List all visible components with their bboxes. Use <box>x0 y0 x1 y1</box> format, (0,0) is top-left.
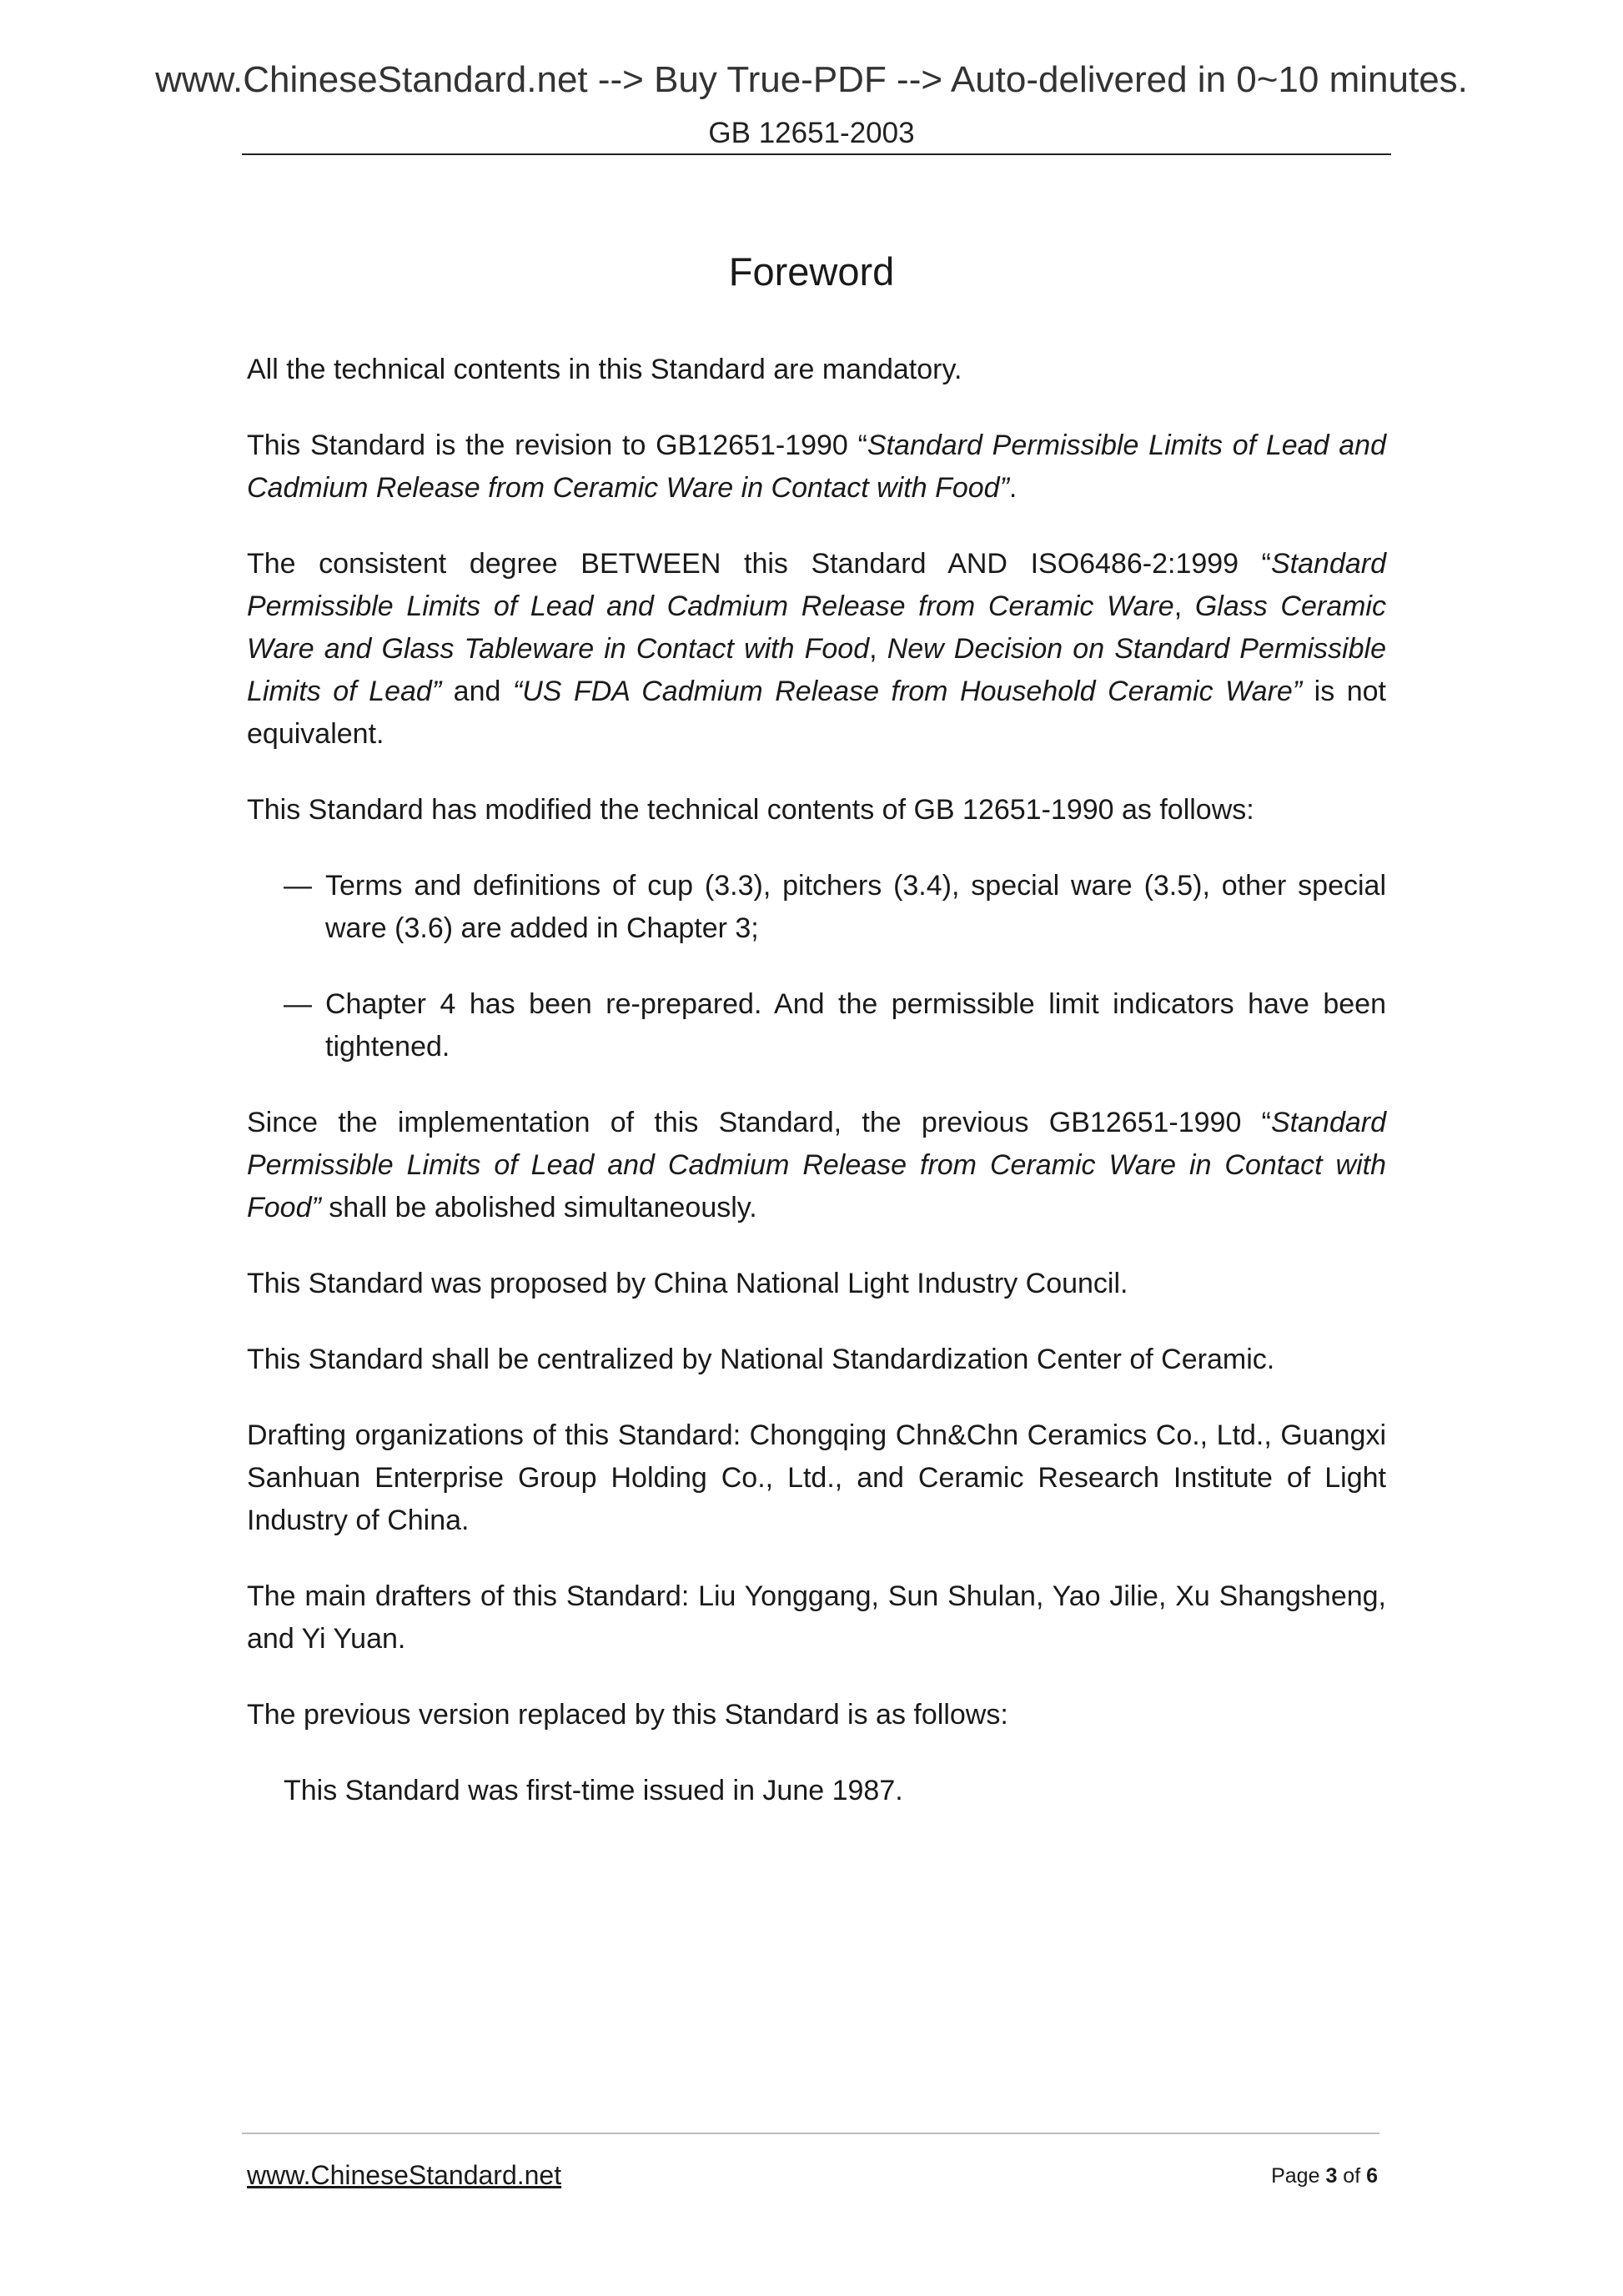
footer-site-link[interactable]: www.ChineseStandard.net <box>247 2160 562 2190</box>
consistency-title-1: Standard Permissible Limits of Lead and Cadmium Release from Ceramic Ware <box>247 548 1386 622</box>
list-item <box>284 865 1386 950</box>
paragraph-proposed: This Standard was proposed by China National Light Industry Council. <box>247 1268 1128 1299</box>
consistency-text-1: The consistent degree BETWEEN this Standard AND ISO6486-2:1999 “ <box>247 548 1271 580</box>
footer-divider <box>242 2133 1379 2134</box>
consistency-title-2: Glass Ceramic Ware and Glass Tableware in Contact with Food <box>247 590 1386 665</box>
dash-marker: — <box>284 988 312 1020</box>
standard-code: GB 12651-2003 <box>708 117 915 149</box>
paragraph-previous-version: The previous version replaced by this Standard is as follows: <box>247 1699 1008 1731</box>
paragraph-abolished <box>247 1102 1386 1229</box>
revision-end: . <box>1008 472 1018 504</box>
page-number <box>1271 2166 1378 2187</box>
consistency-sep-2: , <box>869 633 887 665</box>
paragraph-centralized: This Standard shall be centralized by National Standardization Center of Ceramic. <box>247 1344 1275 1375</box>
foreword-body <box>247 349 1386 1846</box>
consistency-title-3: New Decision on Standard Permissible Limits of Lead” <box>247 633 1386 707</box>
page-of: of <box>1337 2164 1367 2188</box>
revision-text: This Standard is the revision to GB12651-1990 “ <box>247 430 867 461</box>
abolished-title: Standard Permissible Limits of Lead and Cadmium Release from Ceramic Ware in Contact with Food” <box>247 1107 1386 1223</box>
list-item <box>284 983 1386 1068</box>
page-label: Page <box>1271 2164 1326 2188</box>
consistency-and: and <box>441 676 513 707</box>
consistency-sep-1: , <box>1173 590 1195 622</box>
page-total: 6 <box>1366 2164 1378 2188</box>
list-item-text: Chapter 4 has been re-prepared. And the permissible limit indicators have been tightened. <box>325 988 1386 1063</box>
revision-title: Standard Permissible Limits of Lead and Cadmium Release from Ceramic Ware in Contact with Food” <box>247 430 1386 504</box>
consistency-end: is not equivalent. <box>247 676 1386 750</box>
paragraph-modifications: This Standard has modified the technical contents of GB 12651-1990 as follows: <box>247 794 1254 826</box>
paragraph-consistency <box>247 543 1386 756</box>
page-current: 3 <box>1325 2164 1338 2188</box>
paragraph-drafting-orgs: Drafting organizations of this Standard: Chongqing Chn&Chn Ceramics Co., Ltd., Guangxi Sanhuan Enterprise Group Holding Co., Ltd., and Ceramic Research Institute of Light Industry of China. <box>247 1419 1386 1536</box>
consistency-title-4: “US FDA Cadmium Release from Household Ceramic Ware” <box>512 676 1303 707</box>
site-banner: www.ChineseStandard.net --> Buy True-PDF --> Auto-delivered in 0~10 minutes. <box>155 59 1468 100</box>
paragraph-revision <box>247 425 1386 510</box>
abolished-text: Since the implementation of this Standard, the previous GB12651-1990 “ <box>247 1107 1271 1138</box>
header-divider <box>242 153 1391 155</box>
paragraph-drafters: The main drafters of this Standard: Liu Yonggang, Sun Shulan, Yao Jilie, Xu Shangsheng, and Yi Yuan. <box>247 1580 1386 1655</box>
page-title: Foreword <box>728 249 895 294</box>
abolished-end: shall be abolished simultaneously. <box>320 1192 757 1223</box>
paragraph-mandatory: All the technical contents in this Standard are mandatory. <box>247 354 962 385</box>
dash-marker: — <box>284 870 312 902</box>
paragraph-first-issued: This Standard was first-time issued in June 1987. <box>284 1775 903 1806</box>
list-item-text: Terms and definitions of cup (3.3), pitchers (3.4), special ware (3.5), other special ware (3.6) are added in Chapter 3; <box>325 870 1386 944</box>
